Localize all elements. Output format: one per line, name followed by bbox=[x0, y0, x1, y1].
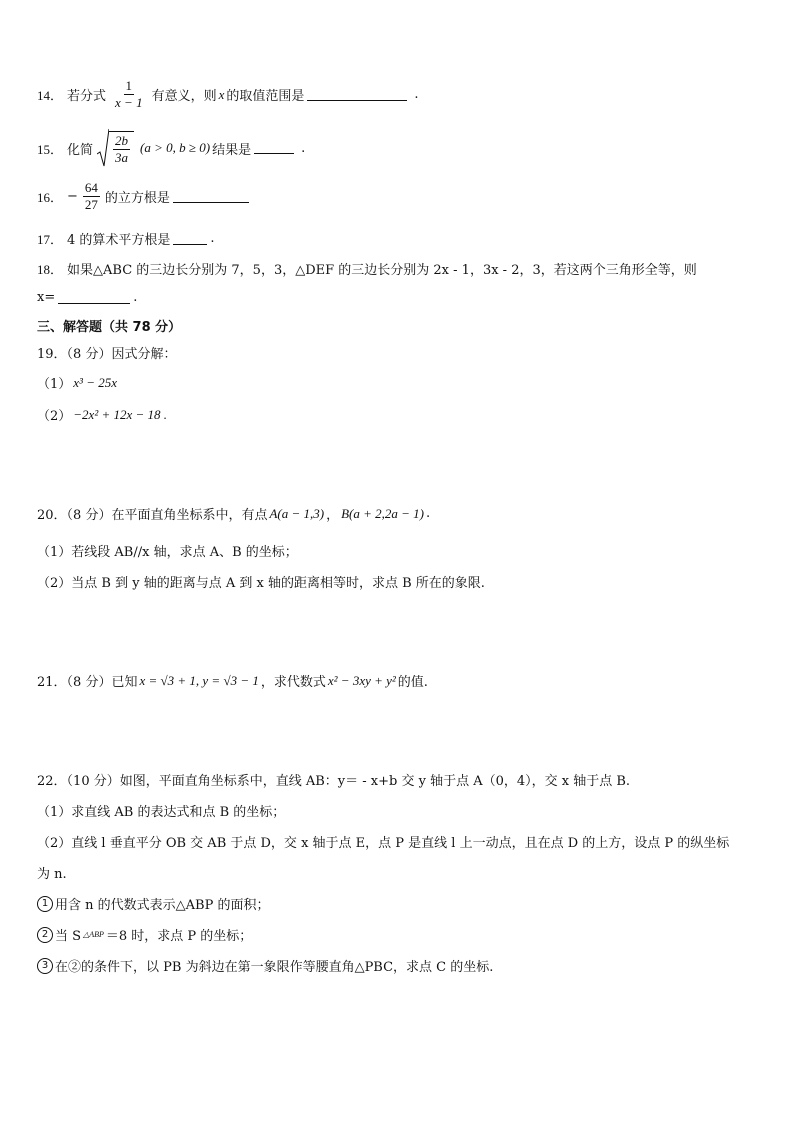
minus-sign: − bbox=[67, 189, 78, 204]
question-21 bbox=[37, 671, 428, 690]
condition: (a > 0, b ≥ 0) bbox=[140, 140, 211, 155]
circled-number-icon: 2 bbox=[37, 927, 53, 943]
fraction-denominator: 27 bbox=[84, 197, 98, 212]
question-18-line2 bbox=[37, 290, 137, 305]
question-text: 如果△ABC 的三边长分别为 7，5，3，△DEF 的三边长分别为 2x - 1，3x - 2，3，若这两个三角形全等，则 bbox=[67, 263, 697, 278]
question-19-part2 bbox=[37, 405, 169, 424]
period: . bbox=[301, 140, 306, 156]
question-text: ＝8 时，求点 P 的坐标； bbox=[105, 929, 253, 944]
period: . bbox=[414, 87, 419, 102]
radicand-fraction bbox=[111, 133, 132, 166]
expression: x = √3 + 1, y = √3 − 1 bbox=[139, 672, 259, 688]
question-18 bbox=[37, 259, 697, 278]
question-22-sub3 bbox=[37, 956, 493, 975]
circled-number-icon: 3 bbox=[37, 958, 53, 974]
question-number: 14． bbox=[37, 88, 64, 103]
question-22-sub2 bbox=[37, 925, 252, 944]
answer-blank[interactable] bbox=[173, 243, 207, 245]
question-22-part2: （2）直线 l 垂直平分 OB 交 AB 于点 D，交 x 轴于点 E，点 P 是直线 l 上一动点，且在点 D 的上方，设点 P 的纵坐标 bbox=[37, 836, 730, 851]
expression: x² − 3xy + y² bbox=[327, 672, 396, 688]
fraction-denominator: x − 1 bbox=[115, 95, 143, 110]
expression: −2x² + 12x − 18 . bbox=[73, 406, 168, 422]
question-20-part1: （1）若线段 AB//x 轴，求点 A、B 的坐标； bbox=[37, 545, 298, 560]
question-text: 的值. bbox=[397, 675, 428, 690]
question-number: 16． bbox=[37, 190, 64, 205]
question-text: 21．（8 分）已知 bbox=[37, 675, 138, 690]
question-22: 22．（10 分）如图，平面直角坐标系中，直线 AB：y＝ - x+b 交 y 轴于点 A（0，4），交 x 轴于点 B. bbox=[37, 774, 631, 789]
part-label: （2） bbox=[37, 409, 72, 424]
question-text: 有意义，则 bbox=[151, 89, 217, 104]
answer-blank[interactable] bbox=[307, 99, 407, 101]
answer-blank[interactable] bbox=[254, 152, 294, 154]
question-text: 结果是 bbox=[212, 142, 252, 158]
question-15 bbox=[37, 128, 305, 168]
fraction bbox=[111, 78, 147, 111]
square-root bbox=[97, 128, 134, 168]
part-label: （1） bbox=[37, 377, 72, 392]
question-text: 的取值范围是 bbox=[226, 89, 305, 104]
point-a: A(a − 1,3) bbox=[269, 505, 325, 521]
expression: x³ − 25x bbox=[73, 374, 117, 390]
question-number: 18． bbox=[37, 262, 64, 277]
question-20-part2: （2）当点 B 到 y 轴的距离与点 A 到 x 轴的距离相等时，求点 B 所在的象限. bbox=[37, 576, 485, 591]
question-22-part2-cont: 为 n. bbox=[37, 867, 67, 882]
section-title: 三、解答题（共 78 分） bbox=[37, 320, 182, 335]
answer-blank[interactable] bbox=[58, 302, 130, 304]
question-16 bbox=[37, 180, 252, 213]
subscript: △ABP bbox=[83, 930, 104, 939]
answer-blank[interactable] bbox=[173, 201, 249, 203]
circled-number-icon: 1 bbox=[37, 896, 53, 912]
question-text: 的立方根是 bbox=[104, 191, 170, 206]
question-text: 20．（8 分）在平面直角坐标系中，有点 bbox=[37, 508, 268, 523]
radical-sign-icon bbox=[97, 128, 109, 168]
point-b: B(a + 2,2a − 1) bbox=[341, 505, 424, 521]
question-19-part1 bbox=[37, 373, 119, 392]
fraction-numerator: 1 bbox=[125, 78, 133, 93]
question-text: 当 S bbox=[55, 929, 82, 944]
period: . bbox=[133, 290, 138, 305]
fraction-numerator: 64 bbox=[84, 180, 98, 195]
question-22-sub1 bbox=[37, 894, 269, 913]
separator: ， bbox=[326, 508, 340, 523]
question-text: 4 的算术平方根是 bbox=[67, 233, 171, 248]
question-text: 用含 n 的代数式表示△ABP 的面积； bbox=[55, 898, 270, 913]
question-22-part1: （1）求直线 AB 的表达式和点 B 的坐标； bbox=[37, 805, 286, 820]
question-17 bbox=[37, 229, 215, 248]
fraction-denominator: 3a bbox=[115, 149, 129, 165]
question-20 bbox=[37, 504, 430, 523]
period: . bbox=[210, 231, 215, 246]
question-text: 若分式 bbox=[67, 89, 107, 104]
question-text: 化简 bbox=[67, 142, 94, 158]
question-number: 15． bbox=[37, 141, 64, 157]
question-text: ，求代数式 bbox=[260, 675, 326, 690]
question-number: 17． bbox=[37, 232, 64, 247]
question-text: 在②的条件下，以 PB 为斜边在第一象限作等腰直角△PBC，求点 C 的坐标. bbox=[55, 960, 494, 975]
question-19: 19．（8 分）因式分解： bbox=[37, 347, 177, 362]
fraction-numerator: 2b bbox=[115, 132, 129, 148]
period: . bbox=[426, 506, 431, 521]
question-14 bbox=[37, 78, 419, 111]
variable: x bbox=[218, 86, 225, 102]
question-text: x= bbox=[37, 290, 56, 305]
fraction bbox=[83, 180, 100, 213]
